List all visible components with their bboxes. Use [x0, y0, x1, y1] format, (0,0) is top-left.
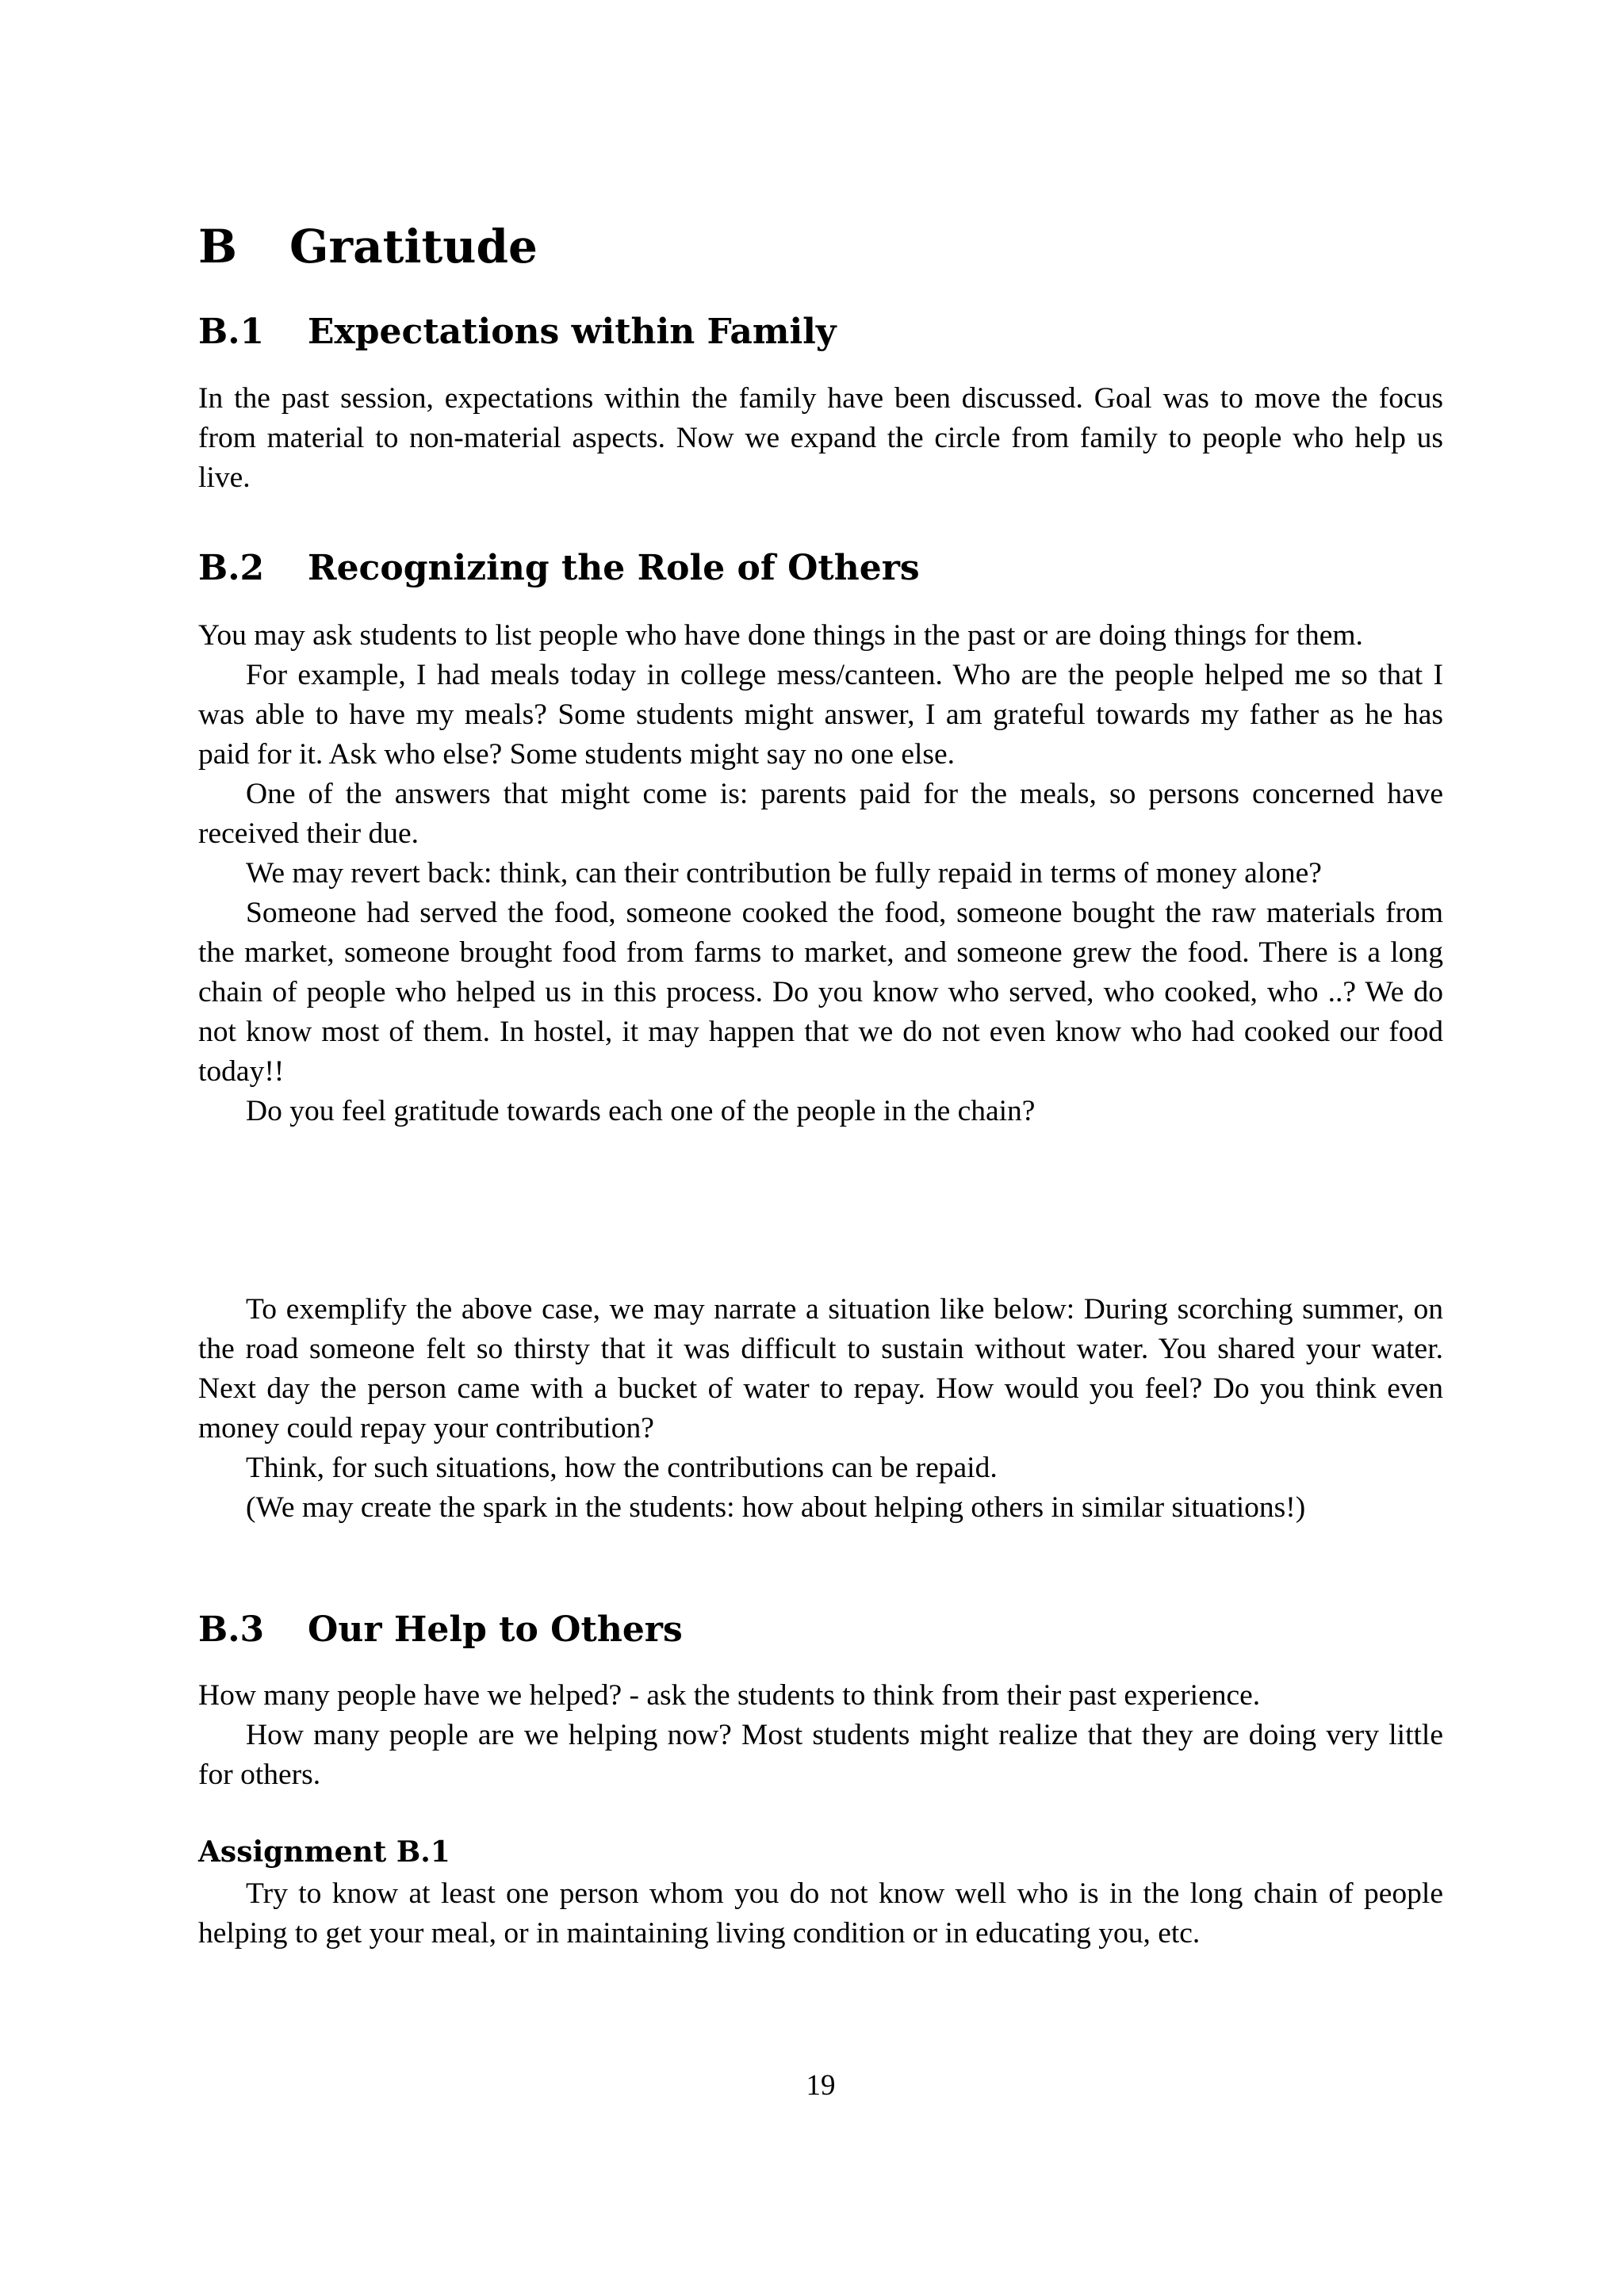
page-number: 19: [806, 2069, 836, 2102]
paragraph: For example, I had meals today in college mess/canteen. Who are the people helped me so that I was able to have my meals? Some students might answer, I am grateful towards my father as he has paid for it. Ask who else? Some students might say no one else.: [198, 659, 1443, 771]
assignment-body: [198, 1874, 1443, 1954]
paragraph: How many people have we helped? - ask the students to think from their past experience.: [198, 1679, 1261, 1712]
subsection-heading-b1: [198, 312, 837, 352]
paragraph: Think, for such situations, how the contributions can be repaid.: [246, 1452, 998, 1484]
section-number: B: [198, 220, 238, 274]
paragraph: Try to know at least one person whom you do not know well who is in the long chain of people helping to get your meal, or in maintaining living condition or in educating you, etc.: [198, 1877, 1443, 1950]
paragraph: In the past session, expectations within the family have been discussed. Goal was to move the focus from material to non-material aspects. Now we expand the circle from family to people who help us live.: [198, 382, 1443, 494]
subsection-title: Our Help to Others: [308, 1609, 683, 1650]
paragraph: How many people are we helping now? Most students might realize that they are doing very little for others.: [198, 1719, 1443, 1791]
document-page: [198, 0, 1443, 2296]
subsection-title: Expectations within Family: [308, 312, 837, 352]
subsection-heading-b2: [198, 548, 920, 588]
section-title: Gratitude: [289, 220, 538, 274]
subsection-body-b1: [198, 379, 1443, 498]
paragraph: We may revert back: think, can their contribution be fully repaid in terms of money alone?: [246, 857, 1322, 890]
subsection-body-b2-example: [198, 1290, 1443, 1528]
subsection-body-b2: [198, 616, 1443, 1131]
subsection-number: B.2: [198, 548, 265, 588]
subsection-number: B.1: [198, 312, 265, 352]
subsection-number: B.3: [198, 1609, 265, 1650]
subsection-heading-b3: [198, 1609, 683, 1650]
subsection-body-b3: [198, 1676, 1443, 1795]
section-heading: [198, 220, 538, 274]
paragraph: Do you feel gratitude towards each one of the people in the chain?: [246, 1095, 1036, 1127]
assignment-heading: Assignment B.1: [198, 1835, 450, 1869]
paragraph: You may ask students to list people who have done things in the past or are doing things for them.: [198, 619, 1363, 652]
paragraph: (We may create the spark in the students: how about helping others in similar situations!): [246, 1491, 1306, 1524]
paragraph: One of the answers that might come is: parents paid for the meals, so persons concerned have received their due.: [198, 778, 1443, 850]
paragraph: Someone had served the food, someone cooked the food, someone bought the raw materials from the market, someone brought food from farms to market, and someone grew the food. There is a long chain of people who helped us in this process. Do you know who served, who cooked, who ..? We do not know most of them. In hostel, it may happen that we do not even know who had cooked our food today!!: [198, 897, 1443, 1088]
paragraph: To exemplify the above case, we may narrate a situation like below: During scorching summer, on the road someone felt so thirsty that it was difficult to sustain without water. You shared your water. Next day the person came with a bucket of water to repay. How would you feel? Do you think even money could repay your contribution?: [198, 1293, 1443, 1445]
subsection-title: Recognizing the Role of Others: [308, 548, 920, 588]
